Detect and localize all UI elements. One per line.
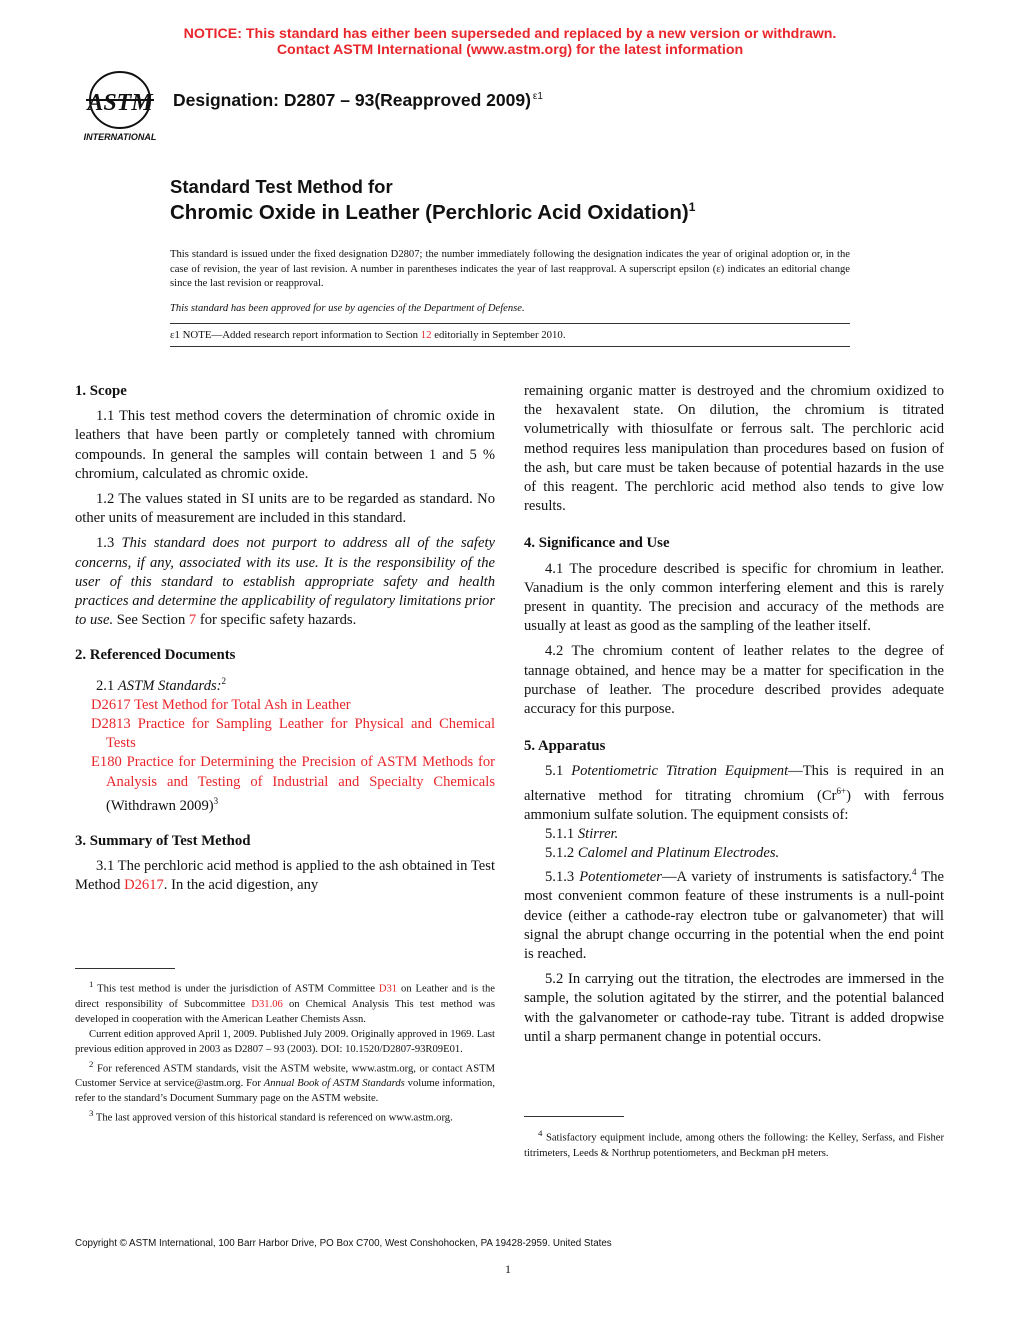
footnote-divider [75, 968, 175, 969]
d2617-link[interactable]: D2617 [124, 877, 164, 894]
reference-d2813[interactable] [91, 715, 495, 753]
left-footnotes [75, 977, 495, 1126]
ref-code[interactable]: E180 [91, 754, 122, 771]
notice-line-2: Contact ASTM International (www.astm.org) for the latest information [276, 42, 744, 58]
footnote-2: $^2$ For referenced ASTM standards, visit the ASTM website, www.astm.org, or contact ASTM Customer Service at service@astm.org. For Annual Book of ASTM Standards volume information, refer to the standard’s Document Summary page on the ASTM website. [75, 1058, 495, 1105]
section-4-heading: 4. Significance and Use [524, 535, 670, 552]
right-column [524, 382, 944, 1047]
ref-status: (Withdrawn 2009) [106, 797, 214, 814]
footnote-1-edition: Current edition approved April 1, 2009. Published July 2009. Originally approved in 1969. Last previous edition approved in 2003 as D2807 – 93 (2003). DOI: 10.1520/D2807-93R09E01. [75, 1028, 495, 1055]
para-4-1: 4.1 The procedure described is specific for chromium in leather. Vanadium is the only common interfering element and this is rarely present in quantity. The precision and accuracy of the methods are usually at least as good as the sampling of the leather itself. [524, 560, 944, 635]
d31-link[interactable]: D31 [378, 983, 398, 995]
para-3-1-continued: remaining organic matter is destroyed and the chromium oxidized to the hexavalent state. On dilution, the chromium is titrated volumetrically with thiosulfate or ferrous salt. The perchloric acid method requires less manipulation than procedures based on fusion of the ash, but care must be taken because of potential hazards in the use of this reagent. The perchloric acid method also tends to give low results. [524, 383, 944, 515]
designation [173, 90, 543, 111]
section-5-heading: 5. Apparatus [524, 738, 606, 755]
left-column [75, 382, 495, 895]
ref-title[interactable]: Test Method for Total Ash in Leather [130, 696, 351, 713]
astm-logo [74, 70, 166, 146]
reference-e180[interactable]: E180 Practice for Determining the Precision of ASTM Methods for Analysis and Testing of Industrial and Specialty Chemicals (Withdrawn 2009)$^3$ [91, 754, 495, 814]
para-5-1-3: 5.1.3 Potentiometer—A variety of instruments is satisfactory.$^4$ The most convenient common feature of these instruments is a null-point device (either a cathode-ray electron tube or galvanometer) that will signal the abrupt change occurring in the potential when the end point is reached. [524, 867, 944, 962]
reference-d2617[interactable] [91, 696, 495, 715]
designation-epsilon: ε1 [532, 91, 543, 103]
dod-approval-note: This standard has been approved for use by agencies of the Department of Defense. [170, 303, 525, 314]
logo-subtext: INTERNATIONAL [83, 132, 157, 142]
para-5-1-2: 5.1.2 Calomel and Platinum Electrodes. [545, 845, 780, 862]
section-1-heading: 1. Scope [75, 383, 127, 399]
ref-code[interactable]: D2813 [91, 715, 131, 732]
preamble: This standard is issued under the fixed designation D2807; the number immediately following the designation indicates the year of original adoption or, in the case of revision, the year of last revision. A number in parentheses indicates the year of last reapproval. A superscript epsilon (ε) indicates an editorial change since the last revision or reapproval. [170, 249, 850, 290]
para-1-1: 1.1 This test method covers the determination of chromic oxide in leathers that have been partly or completely tanned with chromium compounds. In general the samples will contain between 1 and 5 % chromium, calculated as chromic oxide. [75, 408, 495, 482]
section-3-heading: 3. Summary of Test Method [75, 832, 251, 849]
footnote-divider [524, 1116, 624, 1117]
para-5-2: 5.2 In carrying out the titration, the electrodes are immersed in the sample, the solution agitated by the stirrer, and the potential balanced with the galvanometer or cathode-ray tube. Titrant is added dropwise until a sharp permanent change in potential occurs. [524, 971, 944, 1045]
d31-06-link[interactable]: D31.06 [251, 998, 283, 1010]
para-2-1: 2.1 ASTM Standards:$^2$ [96, 675, 227, 694]
copyright: Copyright © ASTM International, 100 Barr Harbor Drive, PO Box C700, West Conshohocken, PA 19428-2959. United States [75, 1238, 612, 1249]
divider [170, 346, 850, 347]
ref-title[interactable]: Practice for Determining the Precision of ASTM Methods for Analysis and Testing of Industrial and Specialty Chemicals [106, 754, 495, 790]
designation-label: Designation: D2807 – 93(Reapproved 2009) [173, 90, 531, 110]
section-2-heading: 2. Referenced Documents [75, 647, 236, 664]
title-main: Chromic Oxide in Leather (Perchloric Acid Oxidation) [170, 200, 689, 224]
para-4-2: 4.2 The chromium content of leather relates to the degree of tannage obtained, and hence may be a matter for specification in the purchase of leather. The procedure described provides adequate accuracy for this purpose. [524, 643, 944, 718]
para-1-2: 1.2 The values stated in SI units are to be regarded as standard. No other units of measurement are included in this standard. [75, 491, 495, 527]
title-line-1: Standard Test Method for [170, 176, 393, 197]
ref-title[interactable]: Practice for Sampling Leather for Physical and Chemical Tests [106, 715, 495, 752]
title-line-2 [170, 200, 695, 225]
footnote-4: $^4$ Satisfactory equipment include, among others the following: the Kelley, Serfass, and Fisher titrimeters, Leeds & Northrup potentiometers, and Beckman pH meters. [524, 1128, 944, 1159]
section-7-link[interactable]: 7 [188, 612, 197, 629]
para-5-1: 5.1 Potentiometric Titration Equipment—This is required in an alternative method for titrating chromium $(Cr^{6+})$ with ferrous ammonium sulfate solution. The equipment consists of: [524, 763, 945, 823]
notice-line-1: NOTICE: This standard has either been superseded and replaced by a new version or withdrawn. [183, 26, 837, 42]
right-footnotes [524, 1126, 944, 1161]
para-1-3: 1.3 This standard does not purport to address all of the safety concerns, if any, associated with its use. It is the responsibility of the user of this standard to establish appropriate safety and health practices and determine the applicability of regulatory limitations prior to use. See Section 7 for specific safety hazards. [75, 535, 495, 629]
para-5-1-1: 5.1.1 Stirrer. [545, 825, 619, 842]
ref-code[interactable]: D2617 [91, 696, 131, 713]
logo-text: ASTM [87, 90, 153, 116]
footnote-1: $^1$ This test method is under the jurisdiction of ASTM Committee D31 on Leather and is the direct responsibility of Subcommittee D31.06 on Chemical Analysis This test method was developed in cooperation with the American Leather Chemists Assn. [75, 979, 495, 1025]
footnote-3: $^3$ The last approved version of this historical standard is referenced on www.astm.org. [89, 1108, 453, 1124]
title-footnote-mark: 1 [688, 200, 696, 214]
editorial-note: ε1 NOTE—Added research report information to Section 12 editorially in September 2010. [170, 329, 566, 341]
divider [170, 323, 850, 324]
withdrawal-notice [0, 26, 1020, 58]
section-12-link[interactable]: 12 [420, 329, 432, 341]
page-number: 1 [505, 1262, 511, 1276]
para-3-1: 3.1 The perchloric acid method is applied to the ash obtained in Test Method D2617. In the acid digestion, any [75, 857, 495, 894]
